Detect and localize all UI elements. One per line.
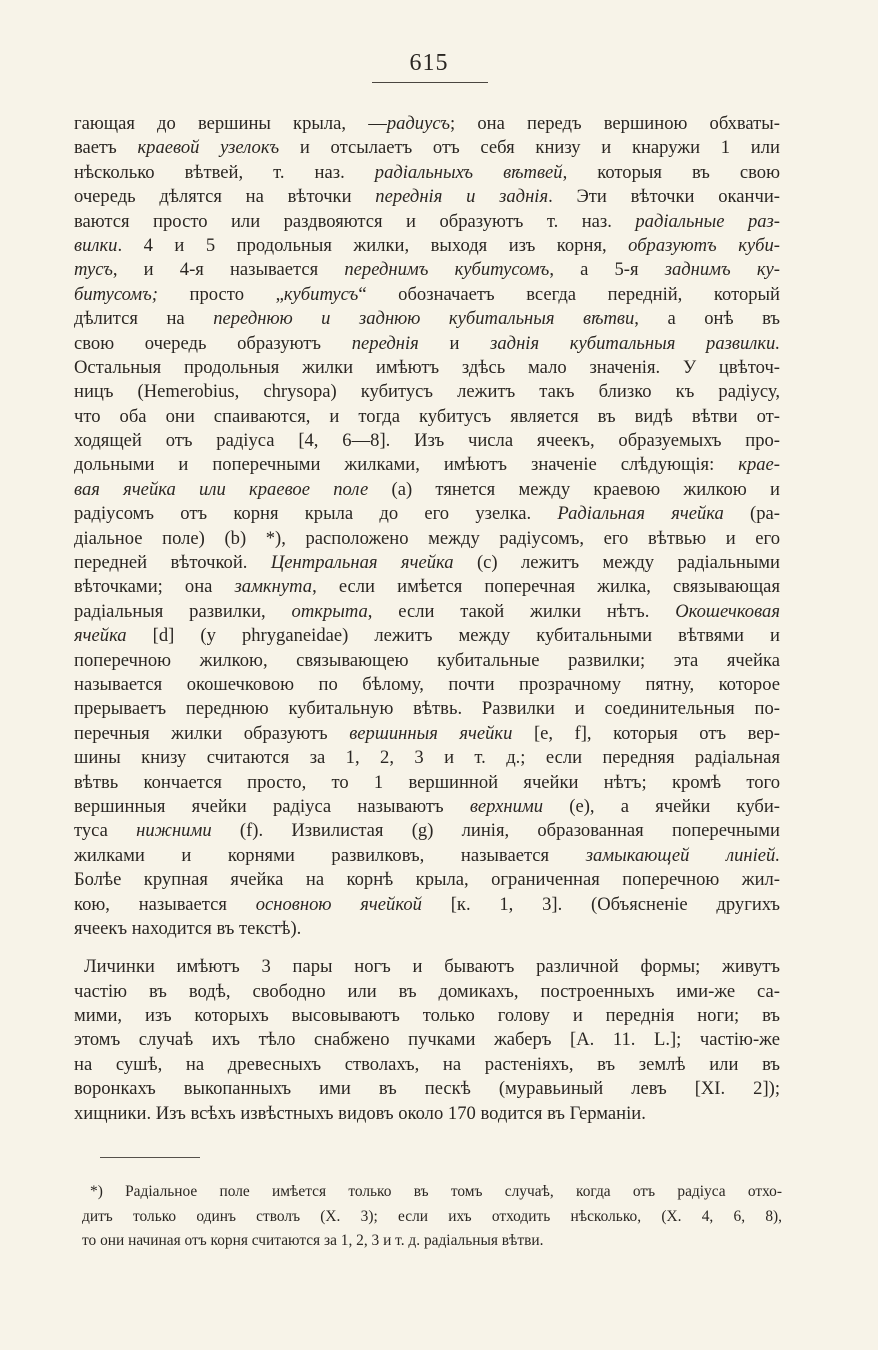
italic-term: радіальные раз- [635,210,780,232]
text-line [74,502,780,526]
text-run: [к. 1, 3]. (Объясненіе другихъ [421,893,780,915]
text-line [74,819,780,843]
italic-term: замкнута [234,576,313,598]
italic-term: Радіальная ячейка [557,503,724,525]
text-run: (a) тянется между краевою жилкою и [368,478,780,500]
text-run: (f). Извилистая (g) линія, образованная поперечными [211,820,780,842]
text-run: прерываетъ переднюю кубитальную вѣтвь. Развилки и соединительныя по- [74,698,780,720]
text-run: просто „ [157,283,284,305]
text-line [74,624,780,648]
italic-term: замыкающей линіей. [585,844,780,866]
italic-term: вая ячейка или краевое поле [74,478,369,500]
italic-term: переднюю и заднюю кубитальныя вѣтви [213,308,635,330]
text-run: ваетъ [74,137,138,159]
text-run: . Эти вѣточки оканчи- [548,186,780,208]
text-run: и [418,332,491,354]
body-text [74,112,780,1126]
text-run: свою очередь образуютъ [74,332,352,354]
text-line [74,429,780,453]
italic-term: Окошечковая [675,600,780,622]
italic-term: нижними [136,820,212,842]
italic-term: заднимъ ку- [664,259,780,281]
text-run: [d] (у phryganeidae) лежитъ между кубитальными вѣтвями и [126,625,780,647]
text-line [74,356,780,380]
text-run: ницъ (Hemerobius, chrysopa) кубитусъ лежитъ такъ близко къ радіусу, [74,381,780,403]
paragraph-2 [74,955,780,1126]
text-line [74,673,780,697]
footnote-line: то они начиная отъ корня считаются за 1, 2, 3 и т. д. радіальныя вѣтви. [82,1232,544,1249]
text-line [74,746,780,770]
italic-term: переднимъ кубитусомъ [344,259,550,281]
footnote-line: дитъ только одинъ стволъ (X. 3); если ихъ отходить нѣсколько, (X. 4, 6, 8), [82,1207,782,1225]
text-line [74,844,780,868]
text-line [74,332,780,356]
text-line [74,980,780,1004]
text-run: туса [74,820,137,842]
text-line [74,136,780,160]
text-run: и отсылаетъ отъ себя книзу и кнаружи 1 или [279,137,780,159]
italic-term: заднія кубитальныя развилки. [490,332,780,354]
text-line [74,551,780,575]
text-line [74,1004,780,1028]
text-run: ; она передъ вершиною обхваты- [450,113,780,134]
footnote-rule [100,1157,200,1158]
italic-term: радіальныхъ вѣтвей [374,161,563,183]
italic-term: краевой узелокъ [137,137,280,159]
text-line [74,478,780,502]
text-run: діальное поле) (b) *), расположено между радіусомъ, его вѣтвью и его [74,527,780,549]
italic-term: тусъ [74,259,113,281]
text-run: , если такой жилки нѣтъ. [367,600,676,622]
text-run: (c) лежитъ между радіальными [453,552,780,574]
paragraph-1 [74,112,780,941]
text-run: , а онѣ въ [634,308,780,330]
text-run: , если имѣется поперечная жилка, связывающая [312,576,780,598]
page-number: 615 [409,50,449,76]
text-run: Болѣе крупная ячейка на корнѣ крыла, ограниченная поперечною жил- [74,869,780,891]
text-line [74,380,780,404]
text-run: передней вѣточкой. [74,552,271,574]
italic-term: вершинныя ячейки [349,722,513,744]
text-run: мими, изъ которыхъ высовываютъ только голову и переднія ноги; въ [74,1005,780,1027]
text-line [74,600,780,624]
text-run: перечныя жилки образуютъ [74,722,350,744]
text-line [74,955,780,979]
text-line [74,283,780,307]
text-run: ваются просто или раздвояются и образуютъ т. наз. [74,210,636,232]
text-run: (ра- [723,503,780,525]
text-run: жилками и корнями развилковъ, называется [74,844,586,866]
text-line [74,307,780,331]
text-line [74,697,780,721]
text-run: воронкахъ выкопанныхъ ими въ пескѣ (муравьиный левъ [XI. 2]); [74,1078,780,1100]
text-run: вершинныя ячейки радіуса называютъ [74,795,470,817]
italic-term: крае- [738,454,780,476]
text-line [74,649,780,673]
text-line [74,161,780,185]
text-run: , а 5-я [549,259,665,281]
text-run: поперечною жилкою, связывающею кубитальные развилки; эта ячейка [74,649,780,671]
text-run: хищники. Изъ всѣхъ извѣстныхъ видовъ около 170 водится въ Германіи. [74,1102,646,1124]
text-run: [e, f], которыя отъ вер- [512,722,780,744]
text-run: , и 4-я называется [112,259,345,281]
text-run: (e), а ячейки куби- [543,795,780,817]
italic-term: битусомъ; [74,283,158,305]
text-run: шины книзу считаются за 1, 2, 3 и т. д.; если передняя радіальная [74,747,780,769]
text-line [74,795,780,819]
text-line [74,185,780,209]
text-run: очередь дѣлятся на вѣточки [74,186,376,208]
text-run: этомъ случаѣ ихъ тѣло снабжено пучками жаберъ [A. 11. L.]; частію-же [74,1029,780,1051]
text-line [74,868,780,892]
text-run: Личинки имѣютъ 3 пары ногъ и бываютъ различной формы; живутъ [84,956,780,978]
text-run: Остальныя продольныя жилки имѣютъ здѣсь мало значенія. У цвѣточ- [74,356,780,378]
italic-term: образуютъ куби- [628,234,780,256]
text-run: ходящей отъ радіуса [4, 6—8]. Изъ числа ячеекъ, образуемыхъ про- [74,430,780,452]
text-run: кою, называется [74,893,256,915]
text-run: частію въ водѣ, свободно или въ домикахъ, построенныхъ ими-же са- [74,980,780,1002]
text-line [74,527,780,551]
italic-term: кубитусъ [283,283,359,305]
footnote-line: *) Радіальное поле имѣется только въ томъ случаѣ, когда отъ радіуса отхо- [90,1183,782,1200]
text-line [74,258,780,282]
paragraph-gap [74,941,780,955]
text-line [74,917,780,941]
text-line [74,1053,780,1077]
text-run: нѣсколько вѣтвей, т. наз. [74,161,375,183]
text-line [74,1102,780,1126]
text-line [74,771,780,795]
italic-term: открыта [291,600,368,622]
italic-term: радиусъ [386,113,451,134]
text-line [74,722,780,746]
text-run: называется окошечковою по бѣлому, почти прозрачному пятну, которое [74,673,780,695]
italic-term: основною ячейкой [255,893,422,915]
text-run: “ обозначаетъ всегда передній, который [358,283,780,305]
text-run: дѣлится на [74,308,214,330]
text-line [74,1077,780,1101]
italic-term: вилки [74,234,118,256]
text-run: , которыя въ свою [562,161,780,183]
text-run: вѣтвь кончается просто, то 1 вершинной ячейки нѣтъ; кромѣ того [74,771,780,793]
text-run: дольными и поперечными жилками, имѣютъ значеніе слѣдующія: [74,454,739,476]
text-run: вѣточками; она [74,576,235,598]
footnote [82,1180,782,1254]
text-run: радіусомъ отъ корня крыла до его узелка. [74,503,558,525]
text-run: . 4 и 5 продольныя жилки, выходя изъ корня, [117,234,629,256]
italic-term: ячейка [74,625,127,647]
text-run: на сушѣ, на древесныхъ стволахъ, на растеніяхъ, въ землѣ или въ [74,1053,780,1075]
text-line [74,1028,780,1052]
text-line [74,112,780,136]
text-line [74,893,780,917]
text-run: гающая до вершины крыла, — [74,113,387,134]
text-line [74,453,780,477]
text-line [74,405,780,429]
italic-term: Центральная ячейка [270,552,454,574]
italic-term: верхними [469,795,544,817]
text-line [74,234,780,258]
text-run: что оба они спаиваются, и тогда кубитусъ является въ видѣ вѣтви от- [74,405,780,427]
text-run: радіальныя развилки, [74,600,292,622]
italic-term: переднія и заднія [375,186,549,208]
italic-term: переднія [351,332,419,354]
header-rule [372,82,488,83]
text-run: ячеекъ находится въ текстѣ). [74,917,302,939]
text-line [74,210,780,234]
text-line [74,575,780,599]
